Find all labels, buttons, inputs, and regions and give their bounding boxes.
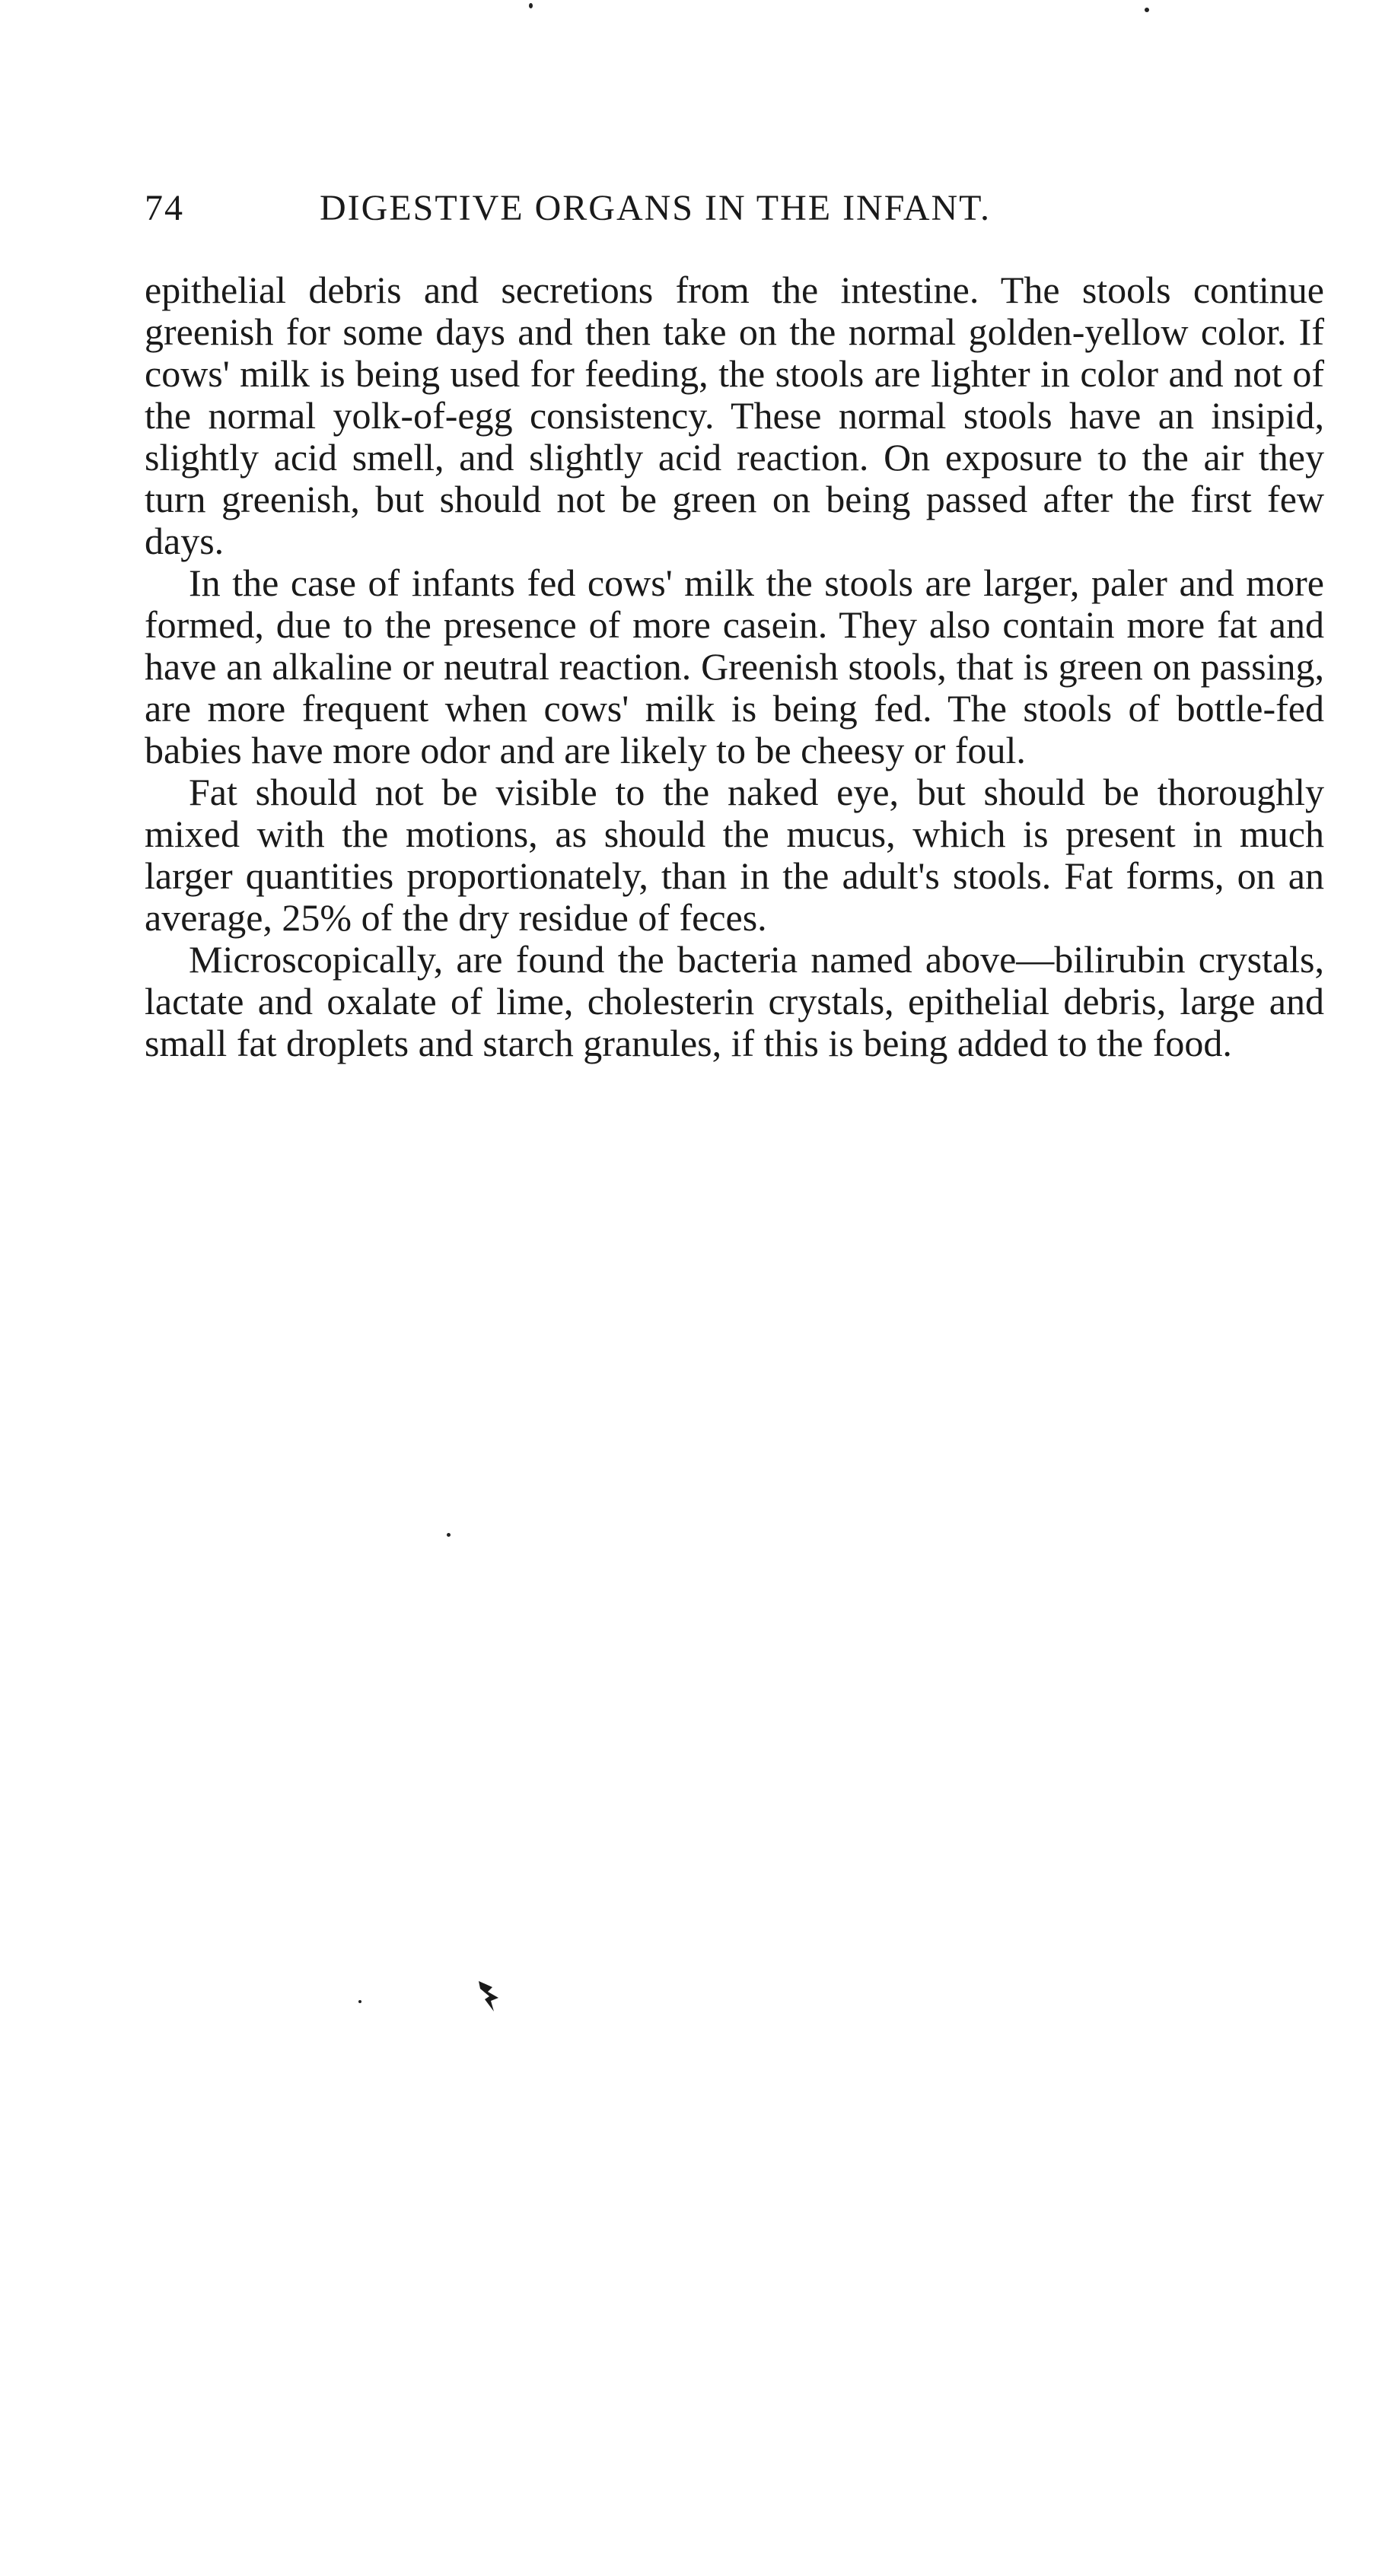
paragraph-3: Fat should not be visible to the naked eye, but should be thoroughly mixed with the motions, as should the mucus, which is present in much larger quantities proportionately, than in the adult's stools. Fat forms, on an average, 25% of the dry residue of feces.: [145, 771, 1324, 939]
scan-speck: [1145, 8, 1149, 12]
scan-speck: [447, 1533, 451, 1537]
paragraph-1: epithelial debris and secretions from the intestine. The stools continue greenish for some days and then take on the normal golden-yellow color. If cows' milk is being used for feeding, the stools are lighter in color and not of the normal yolk-of-egg consistency. These normal stools have an insipid, slightly acid smell, and slightly acid reaction. On exposure to the air they turn greenish, but should not be green on being passed after the first few days.: [145, 269, 1324, 562]
running-head: DIGESTIVE ORGANS IN THE INFANT.: [320, 188, 991, 228]
page-number: 74: [145, 188, 184, 228]
paragraph-2: In the case of infants fed cows' milk the stools are larger, paler and more formed, due to the presence of more casein. They also contain more fat and have an alkaline or neutral reaction. Greenish stools, that is green on passing, are more frequent when cows' milk is being fed. The stools of bottle-fed babies have more odor and are likely to be cheesy or foul.: [145, 561, 1324, 771]
paragraph-4: Microscopically, are found the bacteria named above—bilirubin crystals, lactate and oxalate of lime, cholesterin crystals, epithelial debris, large and small fat droplets and starch granules, if this is being added to the food.: [145, 938, 1324, 1064]
scan-speck: [529, 3, 533, 8]
page-header: [145, 186, 1164, 231]
body-text: [145, 269, 1324, 1064]
ink-flourish-mark: [476, 1978, 506, 2015]
scan-speck: [358, 2000, 361, 2003]
